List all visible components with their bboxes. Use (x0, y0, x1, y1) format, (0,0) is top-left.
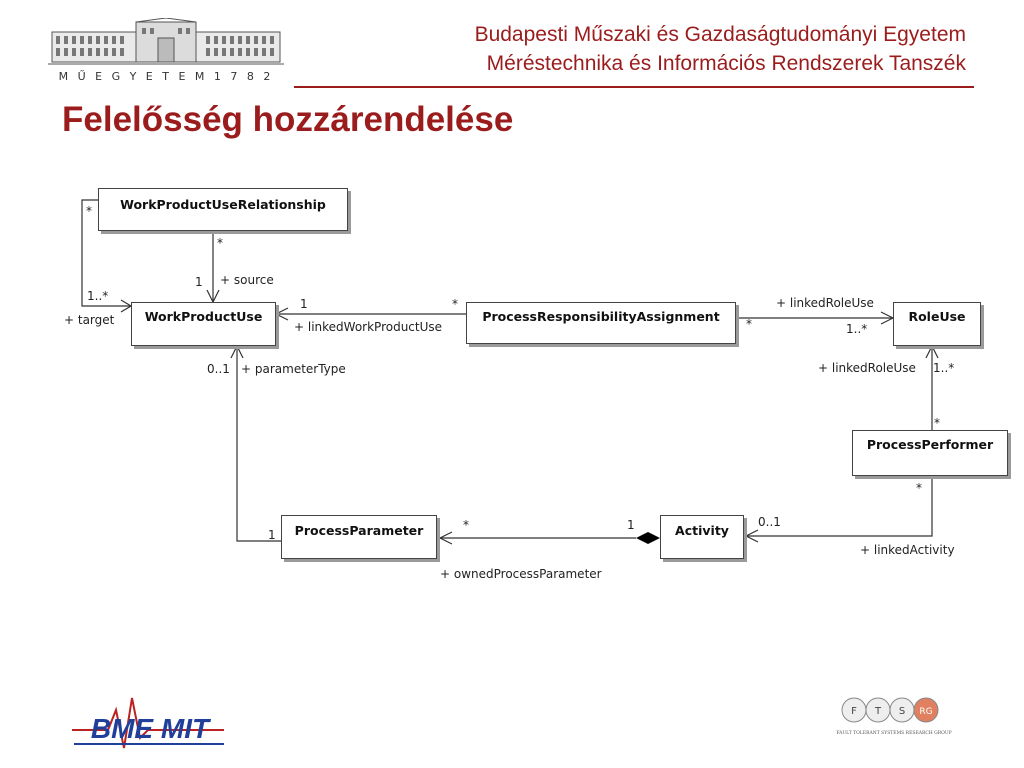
source-multiplicity: 1 (195, 275, 203, 289)
target-multiplicity: 1..* (87, 289, 109, 303)
class-workproductuse[interactable] (131, 302, 276, 346)
pra-wpu-multiplicity-star: * (452, 297, 458, 311)
ftsrg-letter-rg: RG (919, 707, 933, 717)
class-roleuse[interactable] (893, 302, 981, 346)
ftsrg-letter-t: T (874, 706, 882, 717)
self-multiplicity: * (86, 204, 92, 218)
class-workproductuserelationship[interactable] (98, 188, 348, 231)
slide-title: Felelősség hozzárendelése (62, 100, 514, 139)
performer-star-top: * (934, 416, 940, 430)
linked-wpu-role: + linkedWorkProductUse (294, 320, 443, 334)
university-name: Budapesti Műszaki és Gazdaságtudományi Egyetem (474, 23, 966, 46)
linked-activity-role: + linkedActivity (860, 543, 955, 557)
pra-wpu-multiplicity-one: 1 (300, 297, 308, 311)
target-role: + target (64, 313, 115, 327)
class-processresponsibilityassignment[interactable] (466, 302, 736, 344)
linked-role-top: + linkedRoleUse (776, 296, 874, 310)
class-name: ProcessParameter (294, 523, 424, 538)
owned-parameter-role: + ownedProcessParameter (440, 567, 602, 581)
linked-role-side: + linkedRoleUse (818, 361, 916, 375)
owned-parameter-star: * (463, 518, 469, 532)
class-name: RoleUse (908, 309, 966, 324)
ftsrg-letter-f: F (851, 706, 857, 717)
performer-role-multiplicity: 1..* (933, 361, 955, 375)
parameter-multiplicity: 1 (268, 528, 276, 542)
class-name: WorkProductUseRelationship (120, 197, 326, 212)
owned-parameter-one: 1 (627, 518, 635, 532)
class-activity[interactable] (660, 515, 744, 559)
ftsrg-logo (836, 690, 956, 740)
class-name: ProcessResponsibilityAssignment (482, 309, 720, 324)
class-processperformer[interactable] (852, 430, 1008, 476)
source-role: + source (220, 273, 274, 287)
parameter-type-multiplicity: 0..1 (207, 362, 230, 376)
composition-diamond (636, 532, 660, 544)
performer-star-bottom: * (916, 481, 922, 495)
class-processparameter[interactable] (281, 515, 437, 559)
activity-multiplicity: 0..1 (758, 515, 781, 529)
bme-mit-logo-text: BME MIT (90, 713, 210, 744)
department-name: Méréstechnika és Információs Rendszerek Tanszék (486, 52, 966, 75)
pra-role-multiplicity-star: * (746, 317, 752, 331)
class-name: WorkProductUse (144, 309, 263, 324)
class-name: Activity (675, 523, 729, 538)
parameter-type-role: + parameterType (241, 362, 346, 376)
wpur-source-multiplicity: * (217, 236, 223, 250)
class-name: ProcessPerformer (866, 437, 994, 452)
bme-logo-text: M Ű E G Y E T E M 1 7 8 2 (58, 70, 274, 83)
pra-role-multiplicity: 1..* (846, 322, 868, 336)
bme-mit-logo (68, 690, 228, 760)
ftsrg-caption: FAULT TOLERANT SYSTEMS RESEARCH GROUP (836, 731, 952, 736)
ftsrg-letter-s: S (898, 706, 906, 717)
